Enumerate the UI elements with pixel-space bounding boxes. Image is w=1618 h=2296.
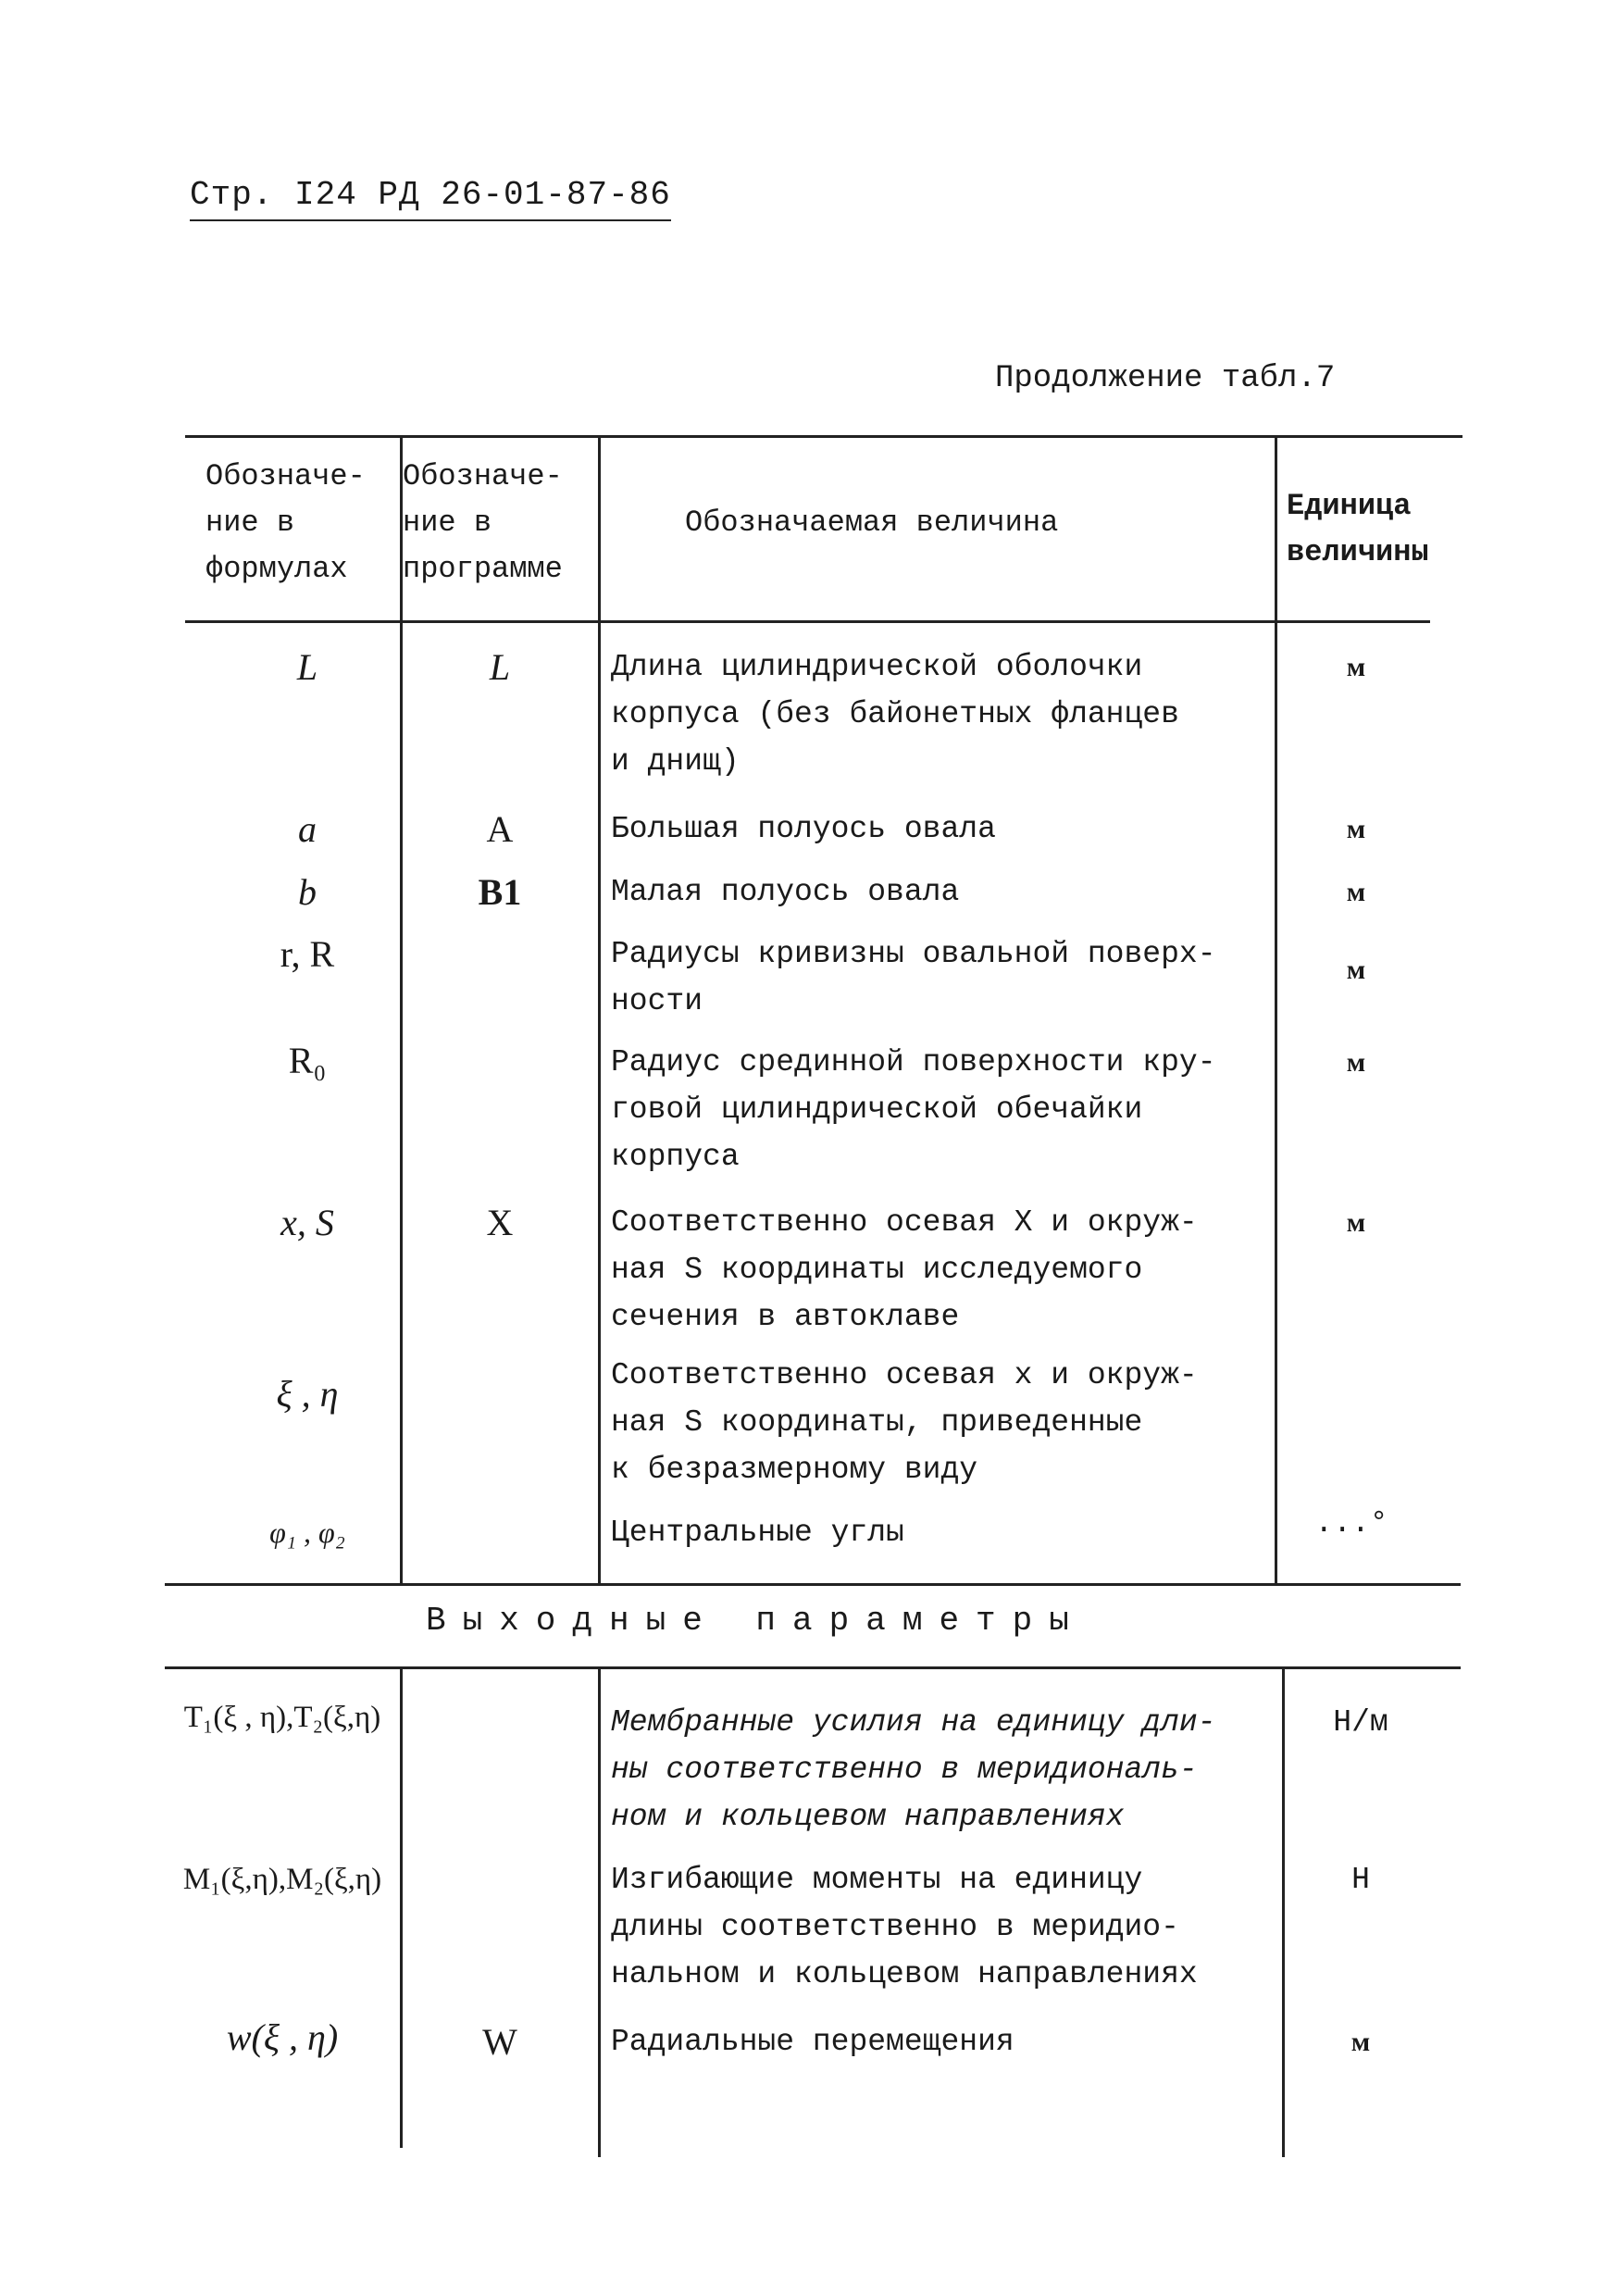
row-program-symbol: X	[486, 1202, 514, 1243]
output-row-description: Изгибающие моменты на единицу длины соответственно в меридио- нальном и кольцевом направлениях	[611, 1863, 1198, 1991]
table-continuation-label: Продолжение табл.7	[995, 361, 1336, 396]
output-row-unit: Н/м	[1333, 1705, 1388, 1740]
row-formula-symbol: r, R	[280, 933, 335, 975]
row-description: Длина цилиндрической оболочки корпуса (без байонетных фланцев и днищ)	[611, 650, 1179, 779]
row-unit: м	[1346, 955, 1366, 985]
out-col-divider-1	[400, 1666, 403, 2148]
output-top-rule	[165, 1666, 1461, 1669]
table-top-rule	[185, 435, 1462, 438]
row-unit: м	[1346, 877, 1366, 907]
row-description: Соответственно осевая x и окруж- ная S координаты, приведенные к безразмерному виду	[611, 1358, 1198, 1487]
row-program-symbol: L	[489, 646, 511, 688]
out-col-divider-2	[598, 1666, 601, 2157]
table-header-rule	[185, 620, 1430, 623]
row-formula-symbol: ξ , η	[276, 1373, 339, 1415]
row-description: Соответственно осевая X и окруж- ная S координаты исследуемого сечения в автоклаве	[611, 1205, 1198, 1334]
output-row-unit: Н	[1351, 1863, 1370, 1897]
column-header-unit: Единица величины	[1287, 489, 1429, 569]
row-description: Радиусы кривизны овальной поверх- ности	[611, 937, 1216, 1018]
row-description: Малая полуось овала	[611, 875, 960, 909]
out-col-divider-3	[1282, 1666, 1285, 2157]
row-formula-symbol: b	[298, 871, 317, 913]
col-divider-1	[400, 435, 403, 1583]
column-header-program: Обозначе- ние в программе	[403, 459, 563, 586]
output-row-formula-symbol: T₁(ξ , η),T₂(ξ,η)	[183, 1701, 381, 1734]
input-bottom-rule	[165, 1583, 1461, 1586]
column-header-formula: Обозначе- ние в формулах	[205, 459, 366, 586]
col-divider-2	[598, 435, 601, 1583]
row-description: Большая полуось овала	[611, 812, 996, 846]
output-row-program-symbol: W	[482, 2021, 517, 2063]
column-header-quantity: Обозначаемая величина	[685, 505, 1059, 540]
row-unit: м	[1346, 814, 1366, 844]
row-program-symbol: B1	[478, 871, 522, 913]
row-formula-symbol: x, S	[280, 1202, 334, 1243]
output-row-description: Мембранные усилия на единицу дли- ны соответственно в меридиональ- ном и кольцевом направлениях	[611, 1705, 1216, 1834]
row-unit: м	[1346, 1047, 1366, 1078]
output-row-description: Радиальные перемещения	[611, 2025, 1014, 2059]
row-unit: ...°	[1314, 1506, 1388, 1541]
row-formula-symbol: a	[298, 808, 317, 850]
row-unit: м	[1346, 1207, 1366, 1238]
output-row-formula-symbol: M₁(ξ,η),M₂(ξ,η)	[182, 1863, 382, 1896]
output-parameters-title: Выходные параметры	[426, 1602, 1086, 1640]
col-divider-3	[1275, 435, 1277, 1583]
row-formula-symbol: R₀	[288, 1040, 327, 1081]
row-unit: м	[1346, 652, 1366, 682]
row-formula-symbol: L	[296, 646, 318, 688]
row-program-symbol: A	[486, 808, 514, 850]
row-description: Центральные углы	[611, 1516, 904, 1550]
row-description: Радиус срединной поверхности кру- говой цилиндрической обечайки корпуса	[611, 1045, 1216, 1174]
output-row-formula-symbol: w(ξ , η)	[226, 2016, 339, 2058]
row-formula-symbol: φ₁ , φ₂	[269, 1516, 345, 1549]
page-header: Стр. I24 РД 26-01-87-86	[190, 176, 671, 221]
output-row-unit: м	[1350, 2027, 1371, 2057]
